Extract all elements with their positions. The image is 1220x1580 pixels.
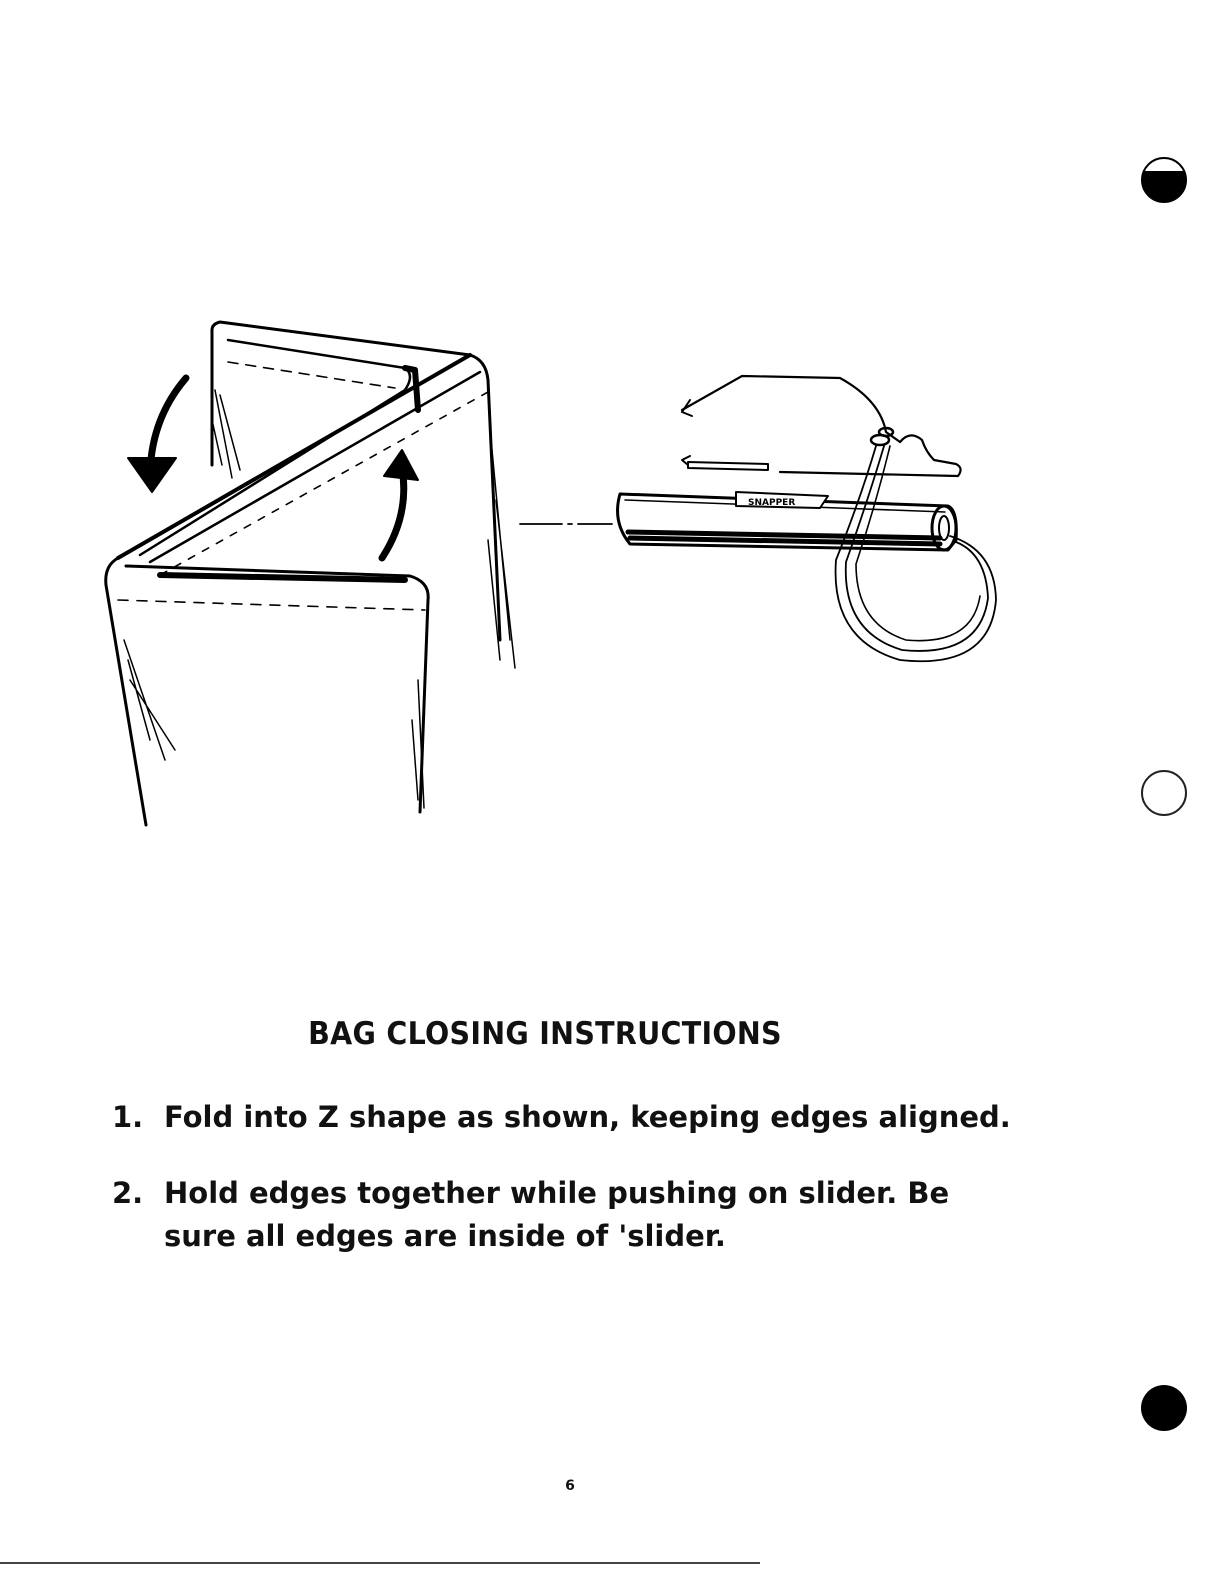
fold-up-arrow: [382, 468, 404, 558]
bag-front-panel: [106, 558, 146, 825]
page-number: 6: [565, 1478, 575, 1494]
bag-closing-illustration: [0, 300, 1060, 860]
binder-hole-middle: [1141, 770, 1187, 816]
step-text: Fold into Z shape as shown, keeping edges aligned.: [164, 1100, 1011, 1134]
page-heading: BAG CLOSING INSTRUCTIONS: [308, 1016, 782, 1052]
binder-hole-top: [1141, 157, 1187, 203]
step-number: 2.: [112, 1176, 144, 1210]
bag-middle-panel: [118, 355, 470, 558]
binder-hole-bottom: [1141, 1385, 1187, 1431]
step-text: Hold edges together while pushing on slider. Be sure all edges are inside of 'slider.: [164, 1176, 950, 1253]
bottom-edge-line: [0, 1562, 760, 1564]
slider-brand-label: SNAPPER: [748, 498, 796, 508]
slider-tool: [618, 376, 996, 661]
step-number: 1.: [112, 1100, 144, 1134]
